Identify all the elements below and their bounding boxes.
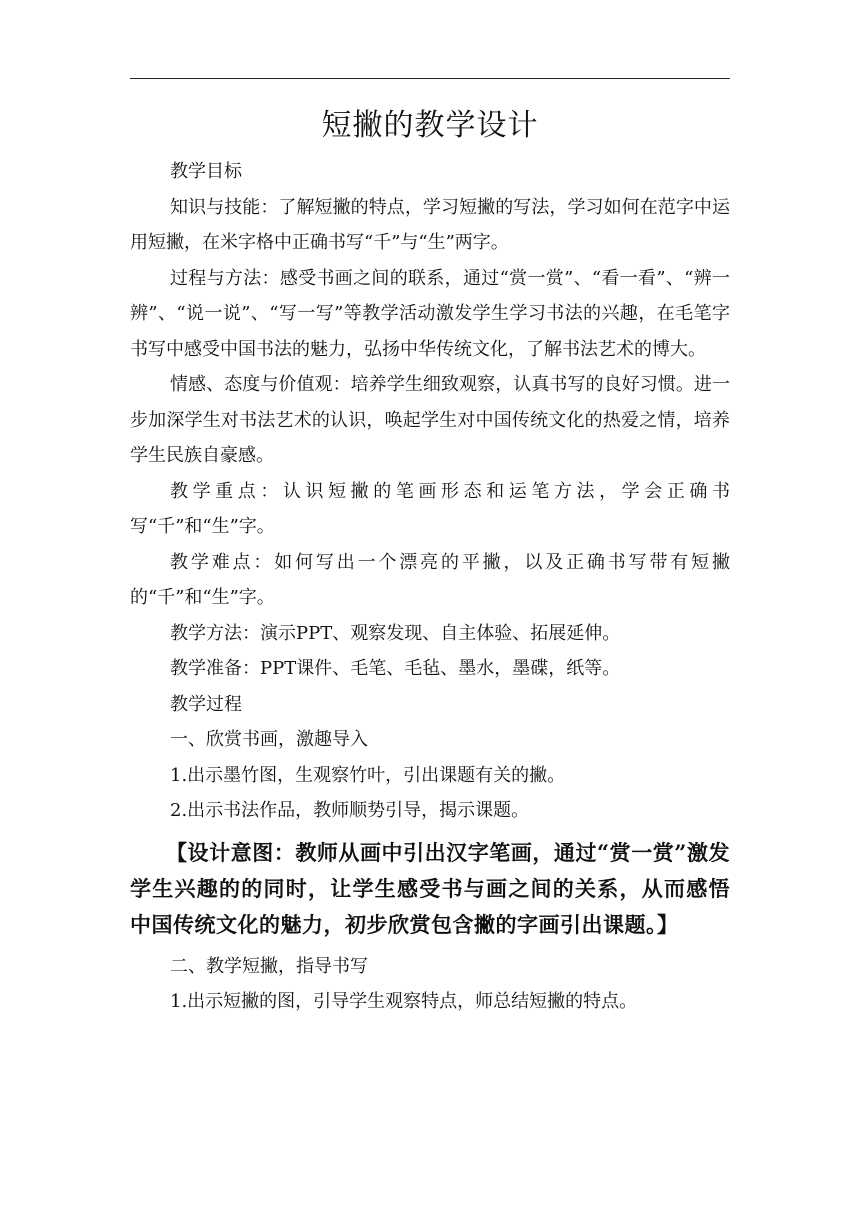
design-intent-text: 教师从画中引出汉字笔画，通过“赏一赏”激发学生兴趣的的同时，让学生感受书与画之间的关系，从而感悟中国传统文化的魅力，初步欣赏包含撇的字画引出课题。 — [130, 839, 730, 937]
design-intent-note — [130, 835, 730, 943]
document-title: 短撇的教学设计 — [321, 108, 539, 143]
heading-teaching-process: 教学过程 — [170, 693, 242, 715]
paragraph-preparation: 教学准备：PPT课件、毛笔、毛毡、墨水，墨碟，纸等。 — [170, 658, 621, 679]
design-intent-open: 【设计意图： — [166, 839, 296, 865]
section-heading-2: 二、教学短撇，指导书写 — [170, 955, 368, 977]
section-heading-1: 一、欣赏书画，激趣导入 — [170, 729, 368, 750]
paragraph-emotion-values: 情感、态度与价值观：培养学生细致观察，认真书写的良好习惯。进一步加深学生对书法艺术的认识，唤起学生对中国传统文化的热爱之情，培养学生民族自豪感。 — [130, 374, 730, 466]
list-item: 1.出示墨竹图，生观察竹叶，引出课题有关的撇。 — [170, 764, 566, 786]
header-rule — [130, 78, 730, 79]
paragraph-methods: 教学方法：演示PPT、观察发现、自主体验、拓展延伸。 — [170, 622, 621, 644]
heading-teaching-goals: 教学目标 — [170, 161, 242, 182]
design-intent-close: 】 — [657, 911, 679, 937]
paragraph-difficulties: 教学难点：如何写出一个漂亮的平撇，以及正确书写带有短撇的“千”和“生”字。 — [130, 551, 730, 608]
paragraph-key-points: 教学重点：认识短撇的笔画形态和运笔方法，学会正确书写“千”和“生”字。 — [130, 480, 730, 537]
list-item: 1.出示短撇的图，引导学生观察特点，师总结短撇的特点。 — [170, 991, 638, 1012]
list-item: 2.出示书法作品，教师顺势引导，揭示课题。 — [170, 800, 530, 821]
paragraph-knowledge-skills: 知识与技能：了解短撇的特点，学习短撇的写法，学习如何在范字中运用短撇，在米字格中正确书写“千”与“生”两字。 — [130, 196, 730, 253]
paragraph-process-methods: 过程与方法：感受书画之间的联系，通过“赏一赏”、“看一看”、“辨一辨”、“说一说”、“写一写”等教学活动激发学生学习书法的兴趣，在毛笔字书写中感受中国书法的魅力，弘扬中华传统文化，了解书法艺术的博大。 — [130, 267, 730, 360]
document-body — [130, 154, 730, 1020]
